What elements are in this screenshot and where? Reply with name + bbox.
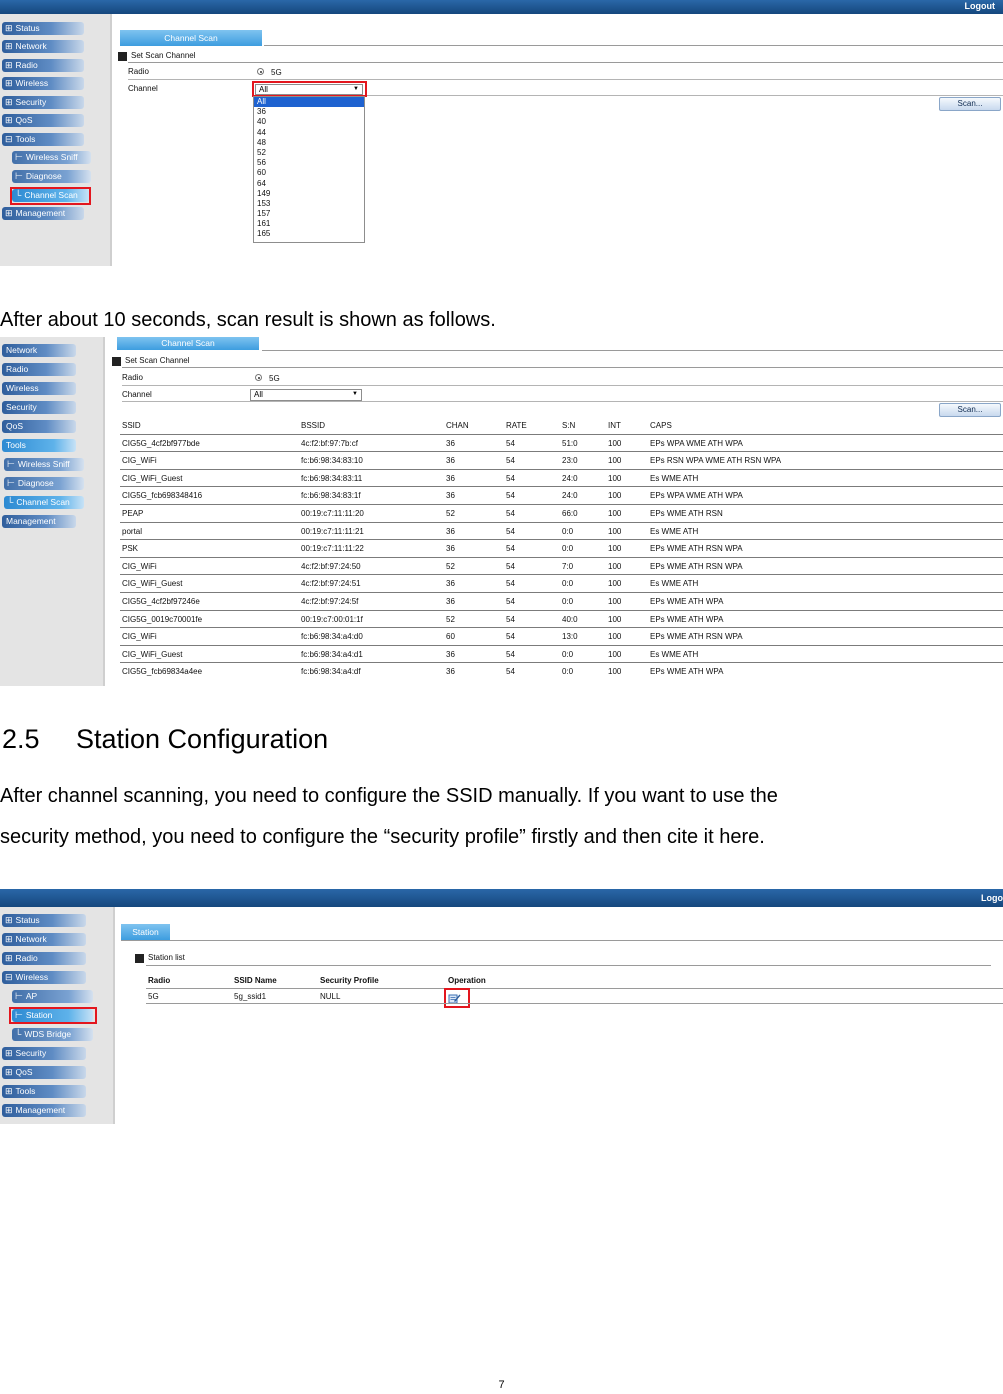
column-header: CAPS xyxy=(650,421,672,430)
radio-value: 5G xyxy=(269,374,280,383)
cell-chan: 52 xyxy=(446,614,455,624)
cell-bssid: 4c:f2:bf:97:7b:cf xyxy=(301,438,358,448)
cell-int: 100 xyxy=(608,561,622,571)
cell-rate: 54 xyxy=(506,667,515,677)
cell-rate: 54 xyxy=(506,526,515,536)
cell-sn: 24:0 xyxy=(562,473,578,483)
divider xyxy=(121,940,1003,941)
cell-rate: 54 xyxy=(506,544,515,554)
cell-ssid: CIG_WiFi xyxy=(122,561,157,571)
dropdown-option[interactable]: 60 xyxy=(257,168,266,178)
cell-bssid: 00:19:c7:00:01:1f xyxy=(301,614,363,624)
cell-caps: EPs WME ATH WPA xyxy=(650,597,724,606)
cell-chan: 36 xyxy=(446,667,455,677)
column-header: Security Profile xyxy=(320,976,379,985)
radio-5g[interactable] xyxy=(257,68,264,75)
sidebar-item-wireless[interactable]: ⊟ Wireless xyxy=(2,971,86,984)
sidebar-item-status[interactable]: ⊞ Status xyxy=(2,914,86,927)
scan-result-table xyxy=(120,417,1003,685)
column-header: BSSID xyxy=(301,421,326,430)
cell-chan: 36 xyxy=(446,544,455,554)
sidebar xyxy=(0,337,105,686)
cell-rate: 54 xyxy=(506,614,515,624)
cell-sn: 0:0 xyxy=(562,544,574,554)
cell-rate: 54 xyxy=(506,579,515,589)
scan-button[interactable]: Scan... xyxy=(939,97,1001,111)
channel-scan-screenshot xyxy=(0,0,1003,266)
cell-int: 100 xyxy=(608,509,622,518)
divider xyxy=(146,988,1003,989)
section-marker xyxy=(135,954,144,963)
sidebar-item-status[interactable]: ⊞ Status xyxy=(2,22,84,35)
sidebar-item-qos[interactable]: ⊞ QoS xyxy=(2,114,84,127)
cell-caps: EPs WME ATH RSN WPA xyxy=(650,561,743,571)
highlight-box xyxy=(9,1007,97,1024)
cell-sn: 0:0 xyxy=(562,579,574,589)
channel-label: Channel xyxy=(128,84,158,93)
cell-ssid: portal xyxy=(122,526,143,536)
cell-ssid: CIG_WiFi_Guest xyxy=(122,579,183,589)
dropdown-option[interactable]: 56 xyxy=(257,158,266,168)
sidebar-item-diagnose[interactable]: ⊢ Diagnose xyxy=(12,170,91,183)
cell-int: 100 xyxy=(608,491,622,501)
cell-bssid: 00:19:c7:11:11:21 xyxy=(301,526,364,536)
cell-rate: 54 xyxy=(506,491,515,501)
column-header: Operation xyxy=(448,976,486,985)
cell-int: 100 xyxy=(608,456,622,466)
section-marker xyxy=(118,52,127,61)
channel-label: Channel xyxy=(122,390,152,399)
cell-chan: 36 xyxy=(446,456,455,466)
divider xyxy=(146,965,991,966)
sidebar-item-management[interactable]: ⊞ Management xyxy=(2,207,84,220)
cell-chan: 36 xyxy=(446,597,455,606)
section-heading: Station Configuration xyxy=(76,724,329,754)
page-number: 7 xyxy=(498,1379,505,1391)
scan-button[interactable]: Scan... xyxy=(939,403,1001,417)
cell-sn: 7:0 xyxy=(562,561,574,571)
cell-security-profile: NULL xyxy=(320,992,341,1001)
cell-sn: 0:0 xyxy=(562,667,574,677)
cell-int: 100 xyxy=(608,614,622,624)
section-title: Station list xyxy=(148,953,185,962)
cell-chan: 36 xyxy=(446,438,455,448)
cell-chan: 36 xyxy=(446,473,455,483)
sidebar-item-wireless[interactable]: ⊞ Wireless xyxy=(2,77,84,90)
cell-chan: 52 xyxy=(446,509,455,518)
divider xyxy=(122,367,1003,368)
dropdown-option[interactable]: 64 xyxy=(257,178,266,188)
sidebar-item-channel-scan[interactable]: └ Channel Scan xyxy=(4,496,84,509)
cell-rate: 54 xyxy=(506,456,515,466)
cell-chan: 36 xyxy=(446,491,455,501)
table-row xyxy=(120,470,1003,488)
cell-bssid: 00:19:c7:11:11:22 xyxy=(301,544,364,554)
dropdown-option[interactable]: 161 xyxy=(257,219,271,229)
divider xyxy=(264,45,1003,46)
cell-bssid: fc:b6:98:34:83:11 xyxy=(301,473,363,483)
table-row xyxy=(120,523,1003,541)
cell-ssid: PSK xyxy=(122,544,139,554)
cell-ssid: CIG5G_fcb698348416 xyxy=(122,491,203,501)
channel-select[interactable]: All ▼ xyxy=(250,389,362,401)
dropdown-option[interactable]: All xyxy=(254,97,364,107)
table-row xyxy=(120,505,1003,523)
table-row xyxy=(120,593,1003,611)
cell-int: 100 xyxy=(608,473,622,483)
section-marker xyxy=(112,357,121,366)
divider xyxy=(262,350,1003,351)
cell-int: 100 xyxy=(608,597,622,606)
dropdown-option[interactable]: 44 xyxy=(257,127,266,137)
cell-rate: 54 xyxy=(506,438,515,448)
cell-bssid: fc:b6:98:34:a4:d1 xyxy=(301,649,363,659)
cell-bssid: fc:b6:98:34:83:1f xyxy=(301,491,361,501)
sidebar-item-qos[interactable]: QoS xyxy=(2,420,76,433)
column-header: SSID Name xyxy=(234,976,277,985)
cell-chan: 52 xyxy=(446,561,455,571)
divider xyxy=(122,385,1003,386)
dropdown-option[interactable]: 36 xyxy=(257,107,266,117)
radio-5g[interactable] xyxy=(255,374,262,381)
cell-caps: EPs WME ATH WPA xyxy=(650,667,724,677)
column-header: SSID xyxy=(122,421,141,430)
sidebar-item-wireless[interactable]: Wireless xyxy=(2,382,76,395)
radio-label: Radio xyxy=(122,373,143,382)
dropdown-option[interactable]: 165 xyxy=(257,229,271,239)
cell-caps: Es WME ATH xyxy=(650,526,699,536)
cell-sn: 0:0 xyxy=(562,597,574,606)
sidebar-item-network[interactable]: ⊞ Network xyxy=(2,933,86,946)
table-row xyxy=(120,452,1003,470)
dropdown-option[interactable]: 48 xyxy=(257,137,266,147)
cell-ssid: CIG_WiFi_Guest xyxy=(122,473,183,483)
cell-sn: 51:0 xyxy=(562,438,578,448)
sidebar-item-ap[interactable]: ⊢ AP xyxy=(12,990,93,1003)
dropdown-option[interactable]: 153 xyxy=(257,198,271,208)
table-row xyxy=(120,646,1003,664)
cell-rate: 54 xyxy=(506,649,515,659)
cell-caps: EPs WME ATH WPA xyxy=(650,614,724,624)
sidebar-item-radio[interactable]: ⊞ Radio xyxy=(2,952,86,965)
cell-int: 100 xyxy=(608,438,622,448)
column-header: INT xyxy=(608,421,621,430)
divider xyxy=(146,1003,1003,1004)
table-row xyxy=(120,575,1003,593)
cell-ssid: PEAP xyxy=(122,509,144,518)
highlight-box xyxy=(10,187,91,205)
cell-bssid: fc:b6:98:34:83:10 xyxy=(301,456,363,466)
sidebar-item-station[interactable]: ⊢ Station xyxy=(12,1009,93,1022)
cell-ssid: CIG_WiFi_Guest xyxy=(122,649,183,659)
dropdown-option[interactable]: 52 xyxy=(257,147,266,157)
cell-bssid: fc:b6:98:34:a4:df xyxy=(301,667,361,677)
table-row xyxy=(120,628,1003,646)
dropdown-option[interactable]: 40 xyxy=(257,117,266,127)
cell-caps: EPs WME ATH RSN xyxy=(650,509,723,518)
cell-rate: 54 xyxy=(506,632,515,642)
column-header: CHAN xyxy=(446,421,469,430)
sidebar-item-wireless-sniff[interactable]: ⊢ Wireless Sniff xyxy=(12,151,91,164)
cell-rate: 54 xyxy=(506,473,515,483)
divider xyxy=(367,95,1003,96)
sidebar-item-qos[interactable]: ⊞ QoS xyxy=(2,1066,86,1079)
sidebar-item-radio[interactable]: ⊞ Radio xyxy=(2,59,84,72)
paragraph-line: security method, you need to configure the “security profile” firstly and then cite it here. xyxy=(0,826,765,848)
cell-caps: EPs WME ATH RSN WPA xyxy=(650,544,743,554)
top-bar xyxy=(0,0,1003,14)
cell-sn: 24:0 xyxy=(562,491,578,501)
cell-caps: Es WME ATH xyxy=(650,579,699,589)
cell-ssid: CIG5G_fcb69834a4ee xyxy=(122,667,203,677)
divider xyxy=(128,62,1003,63)
cell-caps: Es WME ATH xyxy=(650,649,699,659)
cell-caps: EPs WPA WME ATH WPA xyxy=(650,438,743,448)
cell-rate: 54 xyxy=(506,597,515,606)
table-row xyxy=(120,487,1003,505)
station-screenshot xyxy=(0,889,1003,1124)
sidebar-item-wds-bridge[interactable]: └ WDS Bridge xyxy=(12,1028,93,1041)
cell-ssid: CIG_WiFi xyxy=(122,632,157,642)
cell-sn: 13:0 xyxy=(562,632,578,642)
cell-bssid: 4c:f2:bf:97:24:50 xyxy=(301,561,361,571)
table-header xyxy=(120,417,1003,435)
table-row xyxy=(120,558,1003,576)
logout-link[interactable]: Logout xyxy=(964,1,995,11)
paragraph-line: After channel scanning, you need to configure the SSID manually. If you want to use the xyxy=(0,785,778,807)
cell-sn: 40:0 xyxy=(562,614,578,624)
sidebar-item-management[interactable]: Management xyxy=(2,515,76,528)
sidebar-item-network[interactable]: ⊞ Network xyxy=(2,40,84,53)
cell-chan: 60 xyxy=(446,632,455,642)
sidebar-item-channel-scan[interactable]: └ Channel Scan xyxy=(12,189,89,202)
sidebar-item-security[interactable]: ⊞ Security xyxy=(2,96,84,109)
tab-channel-scan[interactable]: Channel Scan xyxy=(120,30,262,46)
sidebar xyxy=(0,907,115,1124)
table-row xyxy=(120,540,1003,558)
caption-text: After about 10 seconds, scan result is shown as follows. xyxy=(0,309,496,331)
channel-dropdown xyxy=(253,96,365,243)
cell-sn: 23:0 xyxy=(562,456,578,466)
cell-bssid: fc:b6:98:34:a4:d0 xyxy=(301,632,363,642)
cell-ssid-name: 5g_ssid1 xyxy=(234,992,267,1001)
section-title: Set Scan Channel xyxy=(131,51,196,60)
sidebar xyxy=(0,14,112,266)
column-header: S:N xyxy=(562,421,576,430)
sidebar-item-diagnose[interactable]: ⊢ Diagnose xyxy=(4,477,84,490)
scan-result-screenshot xyxy=(0,337,1003,686)
column-header: RATE xyxy=(506,421,527,430)
sidebar-item-network[interactable]: Network xyxy=(2,344,76,357)
channel-select[interactable]: All ▼ xyxy=(255,84,363,95)
cell-bssid: 4c:f2:bf:97:24:51 xyxy=(301,579,361,589)
sidebar-item-management[interactable]: ⊞ Management xyxy=(2,1104,86,1117)
radio-value: 5G xyxy=(271,68,282,77)
cell-int: 100 xyxy=(608,632,622,642)
divider xyxy=(122,401,1003,402)
sidebar-item-tools[interactable]: ⊟ Tools xyxy=(2,133,84,146)
cell-sn: 0:0 xyxy=(562,526,574,536)
cell-ssid: CIG5G_4cf2bf977bde xyxy=(122,438,200,448)
sidebar-item-tools[interactable]: ⊞ Tools xyxy=(2,1085,86,1098)
highlight-box xyxy=(444,988,470,1008)
cell-int: 100 xyxy=(608,649,622,659)
cell-ssid: CIG5G_0019c70001fe xyxy=(122,614,203,624)
logout-link[interactable]: Logo xyxy=(981,893,1003,903)
sidebar-item-security[interactable]: ⊞ Security xyxy=(2,1047,86,1060)
cell-bssid: 00:19:c7:11:11:20 xyxy=(301,509,364,518)
cell-int: 100 xyxy=(608,579,622,589)
sidebar-item-wireless-sniff[interactable]: ⊢ Wireless Sniff xyxy=(4,458,84,471)
section-number: 2.5 xyxy=(2,724,40,754)
highlight-box xyxy=(252,81,367,97)
cell-int: 100 xyxy=(608,544,622,554)
cell-caps: EPs WME ATH RSN WPA xyxy=(650,632,743,642)
sidebar-item-radio[interactable]: Radio xyxy=(2,363,76,376)
dropdown-option[interactable]: 157 xyxy=(257,209,271,219)
cell-ssid: CIG_WiFi xyxy=(122,456,157,466)
tab-station[interactable]: Station xyxy=(121,924,170,940)
table-row xyxy=(120,663,1003,681)
cell-caps: EPs RSN WPA WME ATH RSN WPA xyxy=(650,456,782,466)
cell-int: 100 xyxy=(608,667,622,677)
cell-chan: 36 xyxy=(446,649,455,659)
cell-radio: 5G xyxy=(148,992,159,1001)
cell-rate: 54 xyxy=(506,561,515,571)
sidebar-item-security[interactable]: Security xyxy=(2,401,76,414)
cell-bssid: 4c:f2:bf:97:24:5f xyxy=(301,597,359,606)
cell-sn: 0:0 xyxy=(562,649,574,659)
cell-rate: 54 xyxy=(506,509,515,518)
sidebar-item-tools[interactable]: Tools xyxy=(2,439,76,452)
divider xyxy=(128,79,1003,80)
top-bar xyxy=(0,889,1003,907)
cell-caps: EPs WPA WME ATH WPA xyxy=(650,491,743,501)
table-row xyxy=(120,435,1003,453)
table-row xyxy=(120,611,1003,629)
cell-chan: 36 xyxy=(446,526,455,536)
dropdown-option[interactable]: 149 xyxy=(257,188,271,198)
cell-chan: 36 xyxy=(446,579,455,589)
section-title: Set Scan Channel xyxy=(125,356,190,365)
radio-label: Radio xyxy=(128,67,149,76)
cell-int: 100 xyxy=(608,526,622,536)
cell-ssid: CIG5G_4cf2bf97246e xyxy=(122,597,200,606)
tab-channel-scan[interactable]: Channel Scan xyxy=(117,337,259,350)
cell-sn: 66:0 xyxy=(562,509,578,518)
column-header: Radio xyxy=(148,976,171,985)
cell-caps: Es WME ATH xyxy=(650,473,699,483)
